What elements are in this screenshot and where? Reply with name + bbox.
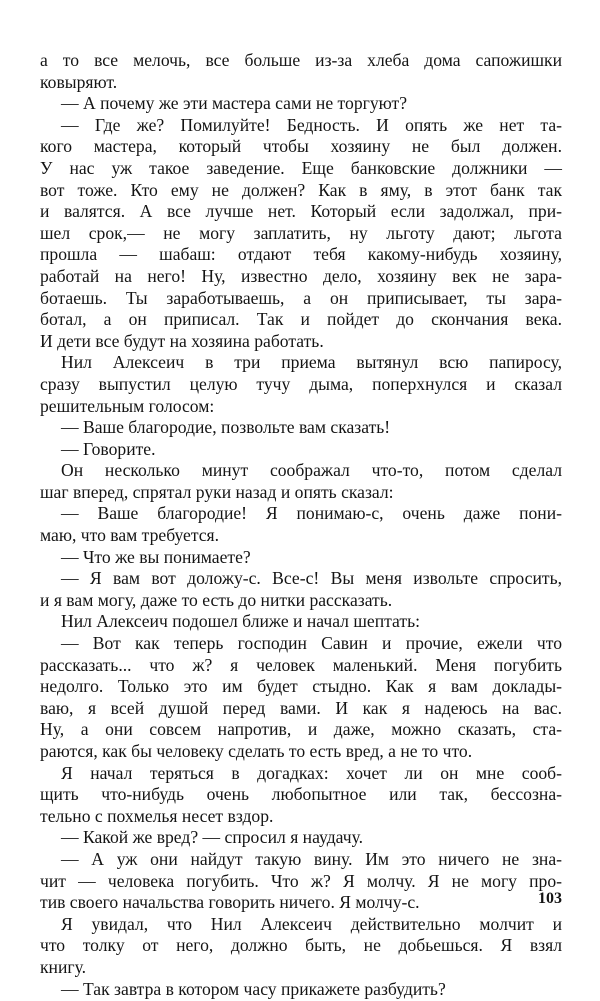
text-line: и валятся. А все лучше нет. Который если задолжал, при- [40, 201, 562, 222]
text-line: шел срок,— не могу заплатить, ну льготу дают; льгота [40, 222, 562, 243]
text-line: книгу. [40, 956, 87, 977]
text-line: кого мастера, который чтобы хозяину не был должен. [40, 136, 562, 157]
text-line: — Я вам вот доложу-с. Все-с! Вы меня извольте спросить, [61, 568, 562, 589]
text-line: — Ваше благородие, позвольте вам сказать! [61, 417, 391, 438]
text-line: чит — человека погубить. Что ж? Я молчу. Я не могу про- [40, 870, 562, 891]
text-line: что толку от него, должно быть, не добьешься. Я взял [40, 935, 562, 956]
text-line: маю, что вам требуется. [40, 525, 220, 546]
text-line: Нил Алексеич подошел ближе и начал шептать: [61, 611, 420, 632]
text-line: ботаешь. Ты заработываешь, а он приписывает, ты зара- [40, 287, 562, 308]
text-line: — Что же вы понимаете? [61, 546, 251, 567]
text-line: — Вот как теперь господин Савин и прочие, ежели что [61, 633, 562, 654]
page-number: 103 [538, 890, 562, 907]
text-line: работай на него! Ну, известно дело, хозяину век не зара- [40, 265, 562, 286]
text-line: тельно с похмелья несет вздор. [40, 805, 274, 826]
text-line: прошла — шабаш: отдают тебя какому-нибудь хозяину, [40, 244, 562, 265]
text-line: — Говорите. [61, 438, 156, 459]
text-line: а то все мелочь, все больше из-за хлеба дома сапожишки [40, 50, 562, 70]
text-line: раются, как бы человеку сделать то есть вред, а не то что. [40, 741, 473, 761]
text-line: рассказать... что ж? я человек маленький. Меня погубить [40, 654, 562, 675]
text-line: — А почему же эти мастера сами не торгуют? [61, 93, 408, 114]
text-line: Он несколько минут соображал что-то, потом сделал [61, 460, 562, 481]
text-line: и я вам могу, даже то есть до нитки рассказать. [40, 589, 393, 610]
text-line: сразу выпустил целую тучу дыма, поперхнулся и сказал [40, 373, 562, 394]
text-line: ковыряют. [40, 71, 118, 92]
text-line: У нас уж такое заведение. Еще банковские должники — [40, 157, 562, 178]
text-line: ваю, я всей душой перед вами. И как я надеюсь на вас. [40, 697, 562, 718]
text-line: — Так завтра в котором часу прикажете разбудить? [61, 978, 446, 999]
page-text [40, 50, 562, 1000]
text-line: решительным голосом: [40, 395, 215, 416]
text-line: — А уж они найдут такую вину. Им это ничего не зна- [61, 848, 562, 869]
text-line: щить что-нибудь очень любопытное или так, бессозна- [40, 784, 562, 805]
text-line: Я увидал, что Нил Алексеич действительно молчит и [61, 913, 562, 934]
text-line: недолго. Только это им будет стыдно. Как я вам доклады- [40, 676, 562, 697]
text-line: Нил Алексеич в три приема вытянул всю папиросу, [61, 352, 562, 373]
text-line: ботал, а он приписал. Так и пойдет до скончания века. [40, 309, 562, 330]
text-line: — Где же? Помилуйте! Бедность. И опять же нет та- [61, 114, 562, 135]
text-line: Ну, а они совсем напротив, и даже, можно сказать, ста- [40, 719, 562, 740]
text-line: тив своего начальства говорить ничего. Я молчу-с. [40, 892, 420, 913]
text-line: — Какой же вред? — спросил я наудачу. [61, 827, 364, 848]
text-line: И дети все будут на хозяина работать. [40, 330, 324, 351]
text-line: — Ваше благородие! Я понимаю-с, очень даже пони- [61, 503, 562, 524]
text-line: Я начал теряться в догадках: хочет ли он мне сооб- [61, 762, 562, 783]
text-line: вот тоже. Кто ему не должен? Как в яму, в этот банк так [40, 179, 562, 200]
text-line: шаг вперед, спрятал руки назад и опять сказал: [40, 481, 394, 502]
